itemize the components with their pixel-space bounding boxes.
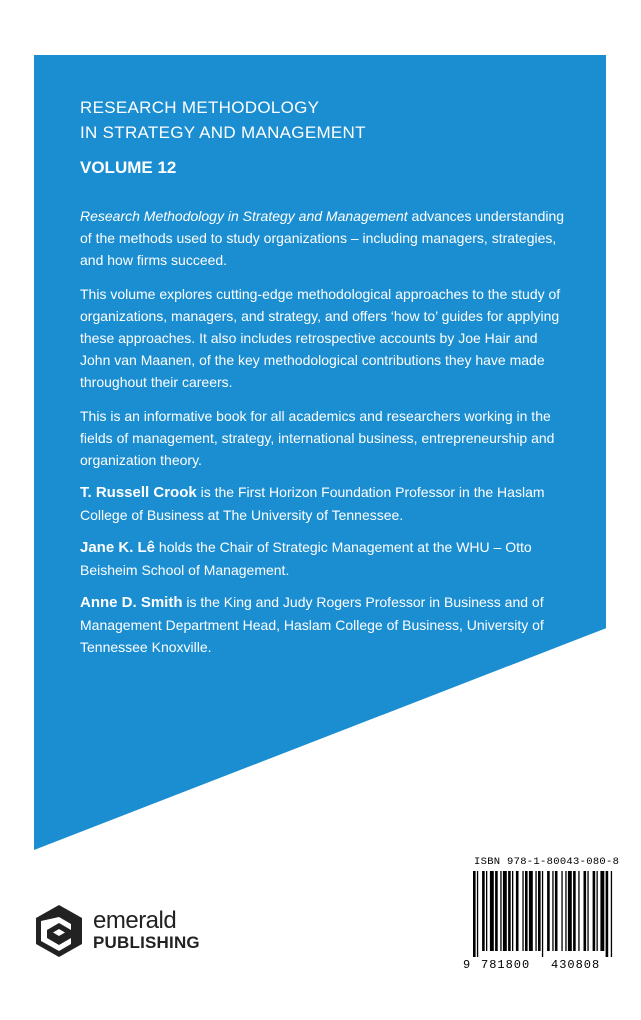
barcode-bar — [561, 871, 562, 951]
barcode-bar — [477, 871, 478, 957]
series-title-line1: RESEARCH METHODOLOGY — [80, 98, 320, 117]
barcode-bar — [495, 871, 498, 951]
barcode-digits-right: 430808 — [551, 958, 601, 972]
description-paragraph-3: This is an informative book for all academics and researchers working in the fields of management, strategy, international business, entrepreneurship and organization theory. — [80, 408, 555, 468]
barcode-bar — [593, 871, 596, 951]
barcode-bar — [529, 871, 533, 951]
barcode-bar — [587, 871, 588, 951]
barcode-bar — [508, 871, 511, 951]
editor-bio — [80, 481, 570, 526]
editor-bio — [80, 591, 570, 658]
series-title-line2: IN STRATEGY AND MANAGEMENT — [80, 123, 366, 142]
emerald-logo-icon — [33, 903, 85, 959]
editor-bio-text: holds the Chair of Strategic Management at the WHU – Otto Beisheim School of Management. — [80, 539, 532, 578]
volume-label: VOLUME 12 — [80, 158, 177, 177]
barcode-bar — [555, 871, 558, 951]
barcode-bar — [500, 871, 501, 951]
barcode-bar — [565, 871, 566, 951]
barcode-bar — [503, 871, 507, 951]
barcode-bar — [597, 871, 598, 951]
editor-name: Anne D. Smith — [80, 594, 183, 611]
series-name-italic: Research Methodology in Strategy and Management — [80, 208, 408, 224]
editor-bio-text: is the King and Judy Rogers Professor in Business and of Management Department Head, Haslam College of Business, University of Tennessee Knoxville. — [80, 594, 544, 655]
description-paragraph-1-text: advances understanding of the methods used to study organizations – including managers, strategies, and how firms succeed. — [80, 208, 565, 268]
editor-bio — [80, 536, 570, 581]
barcode-bar — [525, 871, 528, 951]
barcode-bar — [535, 871, 536, 951]
publisher-name: emerald — [93, 907, 177, 934]
barcode-bar — [542, 871, 543, 957]
barcode-bar — [573, 871, 576, 951]
barcode-digits-left: 781800 — [481, 958, 531, 972]
barcode-digits — [463, 958, 623, 972]
barcode-bar — [482, 871, 485, 951]
barcode-bar — [568, 871, 572, 951]
barcode-bar — [606, 871, 609, 957]
description-paragraph-2: This volume explores cutting-edge methodological approaches to the study of organizations, managers, and strategy, and offers ‘how to’ guides for applying these approaches. It also includes retrospective accounts by Joe Hair and John van Maanen, of the key methodological contributions they have made throughout their careers. — [80, 286, 561, 390]
barcode-bar — [516, 871, 519, 951]
barcode-digit-lead: 9 — [463, 958, 472, 972]
barcode-bar — [538, 871, 541, 951]
barcode-bar — [552, 871, 553, 951]
editor-bio-text: is the First Horizon Foundation Professor in the Haslam College of Business at The University of Tennessee. — [80, 484, 545, 523]
publisher-subtitle: PUBLISHING — [93, 933, 200, 952]
barcode — [463, 871, 615, 957]
barcode-bar — [600, 871, 604, 951]
barcode-bar — [522, 871, 523, 951]
barcode-bar — [584, 871, 587, 951]
barcode-bar — [490, 871, 494, 951]
isbn-barcode-block — [463, 856, 623, 972]
barcode-bar — [578, 871, 579, 951]
editor-name: T. Russell Crook — [80, 484, 197, 501]
barcode-bar — [473, 871, 476, 957]
isbn-label: ISBN 978-1-80043-080-8 — [474, 856, 620, 868]
description-paragraph-1 — [80, 205, 570, 271]
barcode-bar — [512, 871, 513, 951]
cover-text — [80, 95, 570, 658]
barcode-bar — [486, 871, 487, 951]
publisher-logo — [33, 903, 200, 959]
publisher-wordmark — [93, 909, 200, 953]
barcode-bar — [611, 871, 612, 957]
editor-name: Jane K. Lê — [80, 539, 156, 556]
barcode-bar — [547, 871, 550, 951]
series-title — [80, 95, 570, 145]
